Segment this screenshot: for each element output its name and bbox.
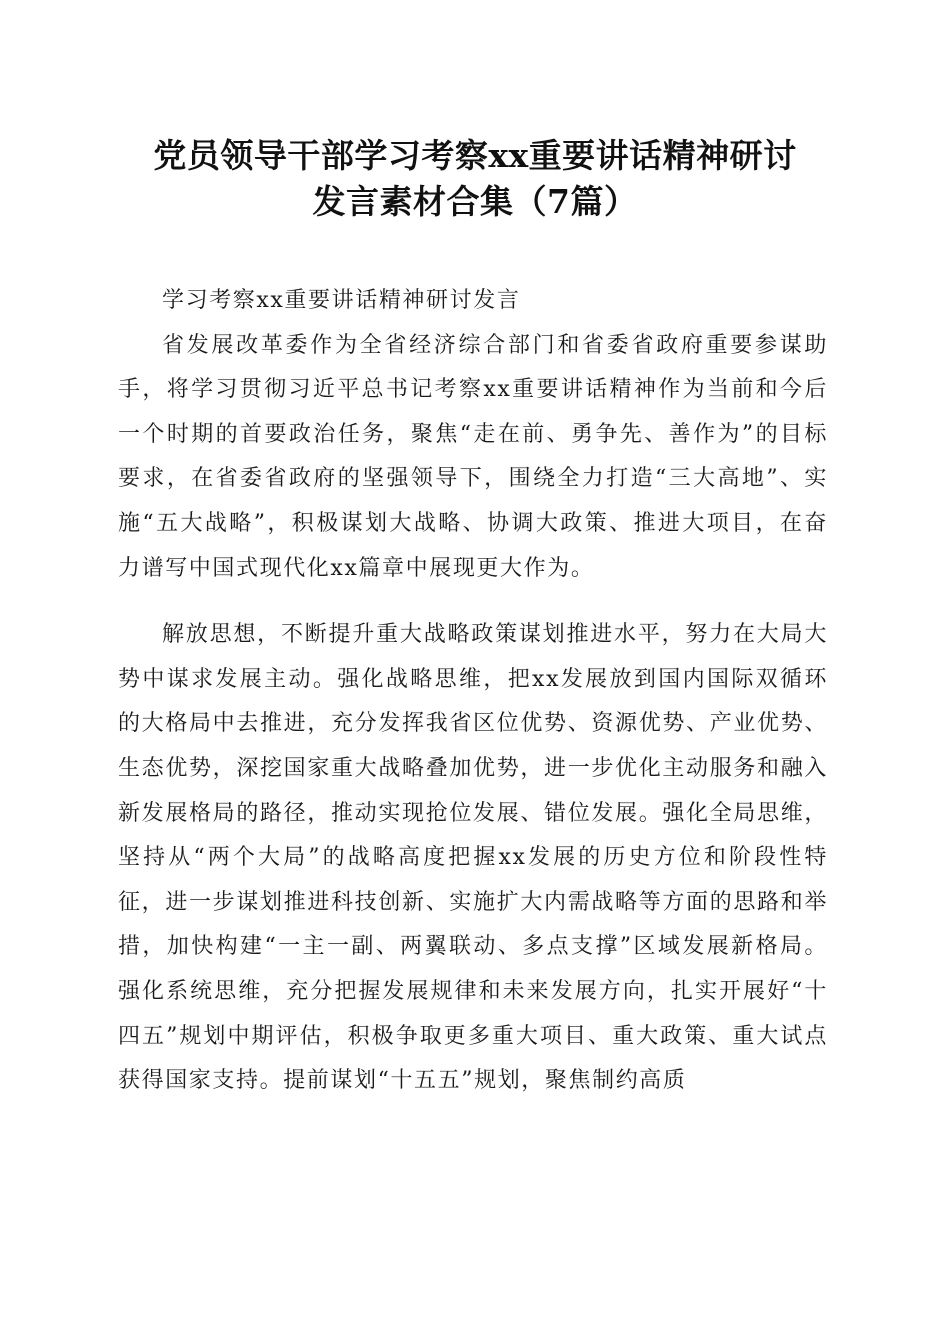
- paragraph-1: 省发展改革委作为全省经济综合部门和省委省政府重要参谋助手，将学习贯彻习近平总书记考察xx重要讲话精神作为当前和今后一个时期的首要政治任务，聚焦“走在前、勇争先、善作为”的目标要求，在省委省政府的坚强领导下，围绕全力打造“三大高地”、实施“五大战略”，积极谋划大战略、协调大政策、推进大项目，在奋力谱写中国式现代化xx篇章中展现更大作为。: [118, 332, 828, 581]
- document-body: [118, 279, 828, 1104]
- paragraph-2: 解放思想，不断提升重大战略政策谋划推进水平，努力在大局大势中谋求发展主动。强化战略思维，把xx发展放到国内国际双循环的大格局中去推进，充分发挥我省区位优势、资源优势、产业优势、生态优势，深挖国家重大战略叠加优势，进一步优化主动服务和融入新发展格局的路径，推动实现抢位发展、错位发展。强化全局思维，坚持从“两个大局”的战略高度把握xx发展的历史方位和阶段性特征，进一步谋划推进科技创新、实施扩大内需战略等方面的思路和举措，加快构建“一主一副、两翼联动、多点支撑”区域发展新格局。强化系统思维，充分把握发展规律和未来发展方向，扎实开展好“十四五”规划中期评估，积极争取更多重大项目、重大政策、重大试点获得国家支持。提前谋划“十五五”规划，聚焦制约高质: [118, 622, 828, 1094]
- title-line-2: 发言素材合集（7篇）: [312, 182, 638, 221]
- section-heading: 学习考察xx重要讲话精神研讨发言: [162, 288, 521, 313]
- document-title: [100, 133, 850, 225]
- title-line-1: 党员领导干部学习考察xx重要讲话精神研讨: [153, 136, 797, 175]
